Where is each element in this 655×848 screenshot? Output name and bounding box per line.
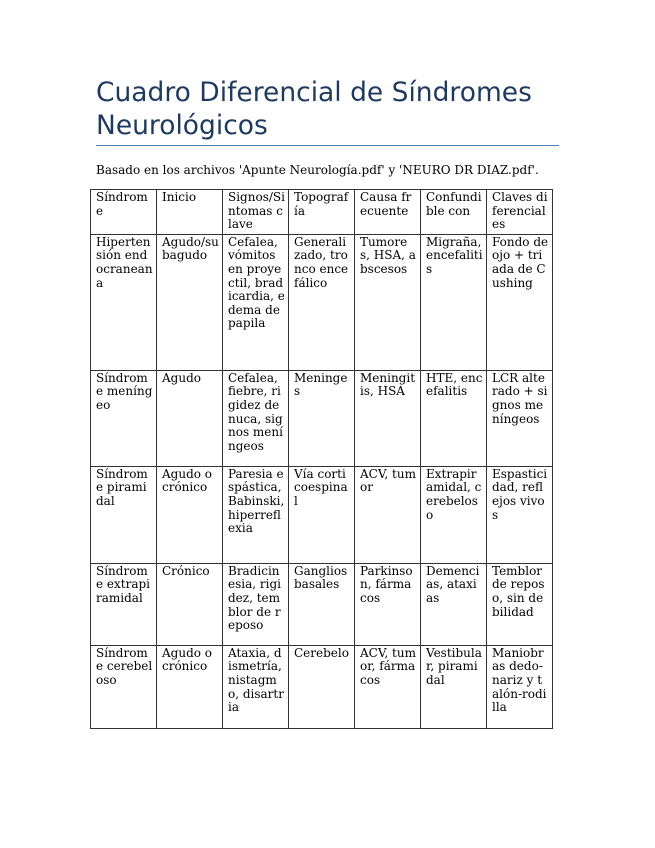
table-cell: Tumores, HSA, abscesos bbox=[355, 234, 421, 370]
table-cell: Vestibular, piramidal bbox=[421, 645, 487, 728]
table-cell: Síndrome extrapiramidal bbox=[91, 563, 157, 645]
header-cell-confundible: Confundible con bbox=[421, 190, 487, 235]
table-cell: Agudo/subagudo bbox=[157, 234, 223, 370]
table-cell: Agudo o crónico bbox=[157, 645, 223, 728]
table-cell: Cefalea, fiebre, rigidez de nuca, signos meníngeos bbox=[223, 370, 289, 466]
header-cell-signos: Signos/Sintomas clave bbox=[223, 190, 289, 235]
table-cell: Síndrome cerebeloso bbox=[91, 645, 157, 728]
table-cell: Cefalea, vómitos en proyectil, bradicardia, edema de papila bbox=[223, 234, 289, 370]
table-cell: Agudo o crónico bbox=[157, 466, 223, 563]
table-cell: Meninges bbox=[289, 370, 355, 466]
table-cell: Cerebelo bbox=[289, 645, 355, 728]
table-cell: Espasticidad, reflejos vivos bbox=[487, 466, 553, 563]
header-cell-inicio: Inicio bbox=[157, 190, 223, 235]
table-row bbox=[91, 466, 553, 563]
document-title: Cuadro Diferencial de Síndromes Neurológicos bbox=[96, 77, 532, 141]
table-cell: Paresia espástica, Babinski, hiperreflexia bbox=[223, 466, 289, 563]
table-cell: Maniobras dedo-nariz y talón-rodilla bbox=[487, 645, 553, 728]
header-cell-claves: Claves diferenciales bbox=[487, 190, 553, 235]
table-row bbox=[91, 645, 553, 728]
table-cell: Migraña, encefalitis bbox=[421, 234, 487, 370]
table-cell: ACV, tumor bbox=[355, 466, 421, 563]
table-cell: Fondo de ojo + triada de Cushing bbox=[487, 234, 553, 370]
table-cell: Temblor de reposo, sin debilidad bbox=[487, 563, 553, 645]
table-cell: LCR alterado + signos meníngeos bbox=[487, 370, 553, 466]
table-cell: Meningitis, HSA bbox=[355, 370, 421, 466]
table-cell: Crónico bbox=[157, 563, 223, 645]
table-cell: HTE, encefalitis bbox=[421, 370, 487, 466]
table-cell: Síndrome meníngeo bbox=[91, 370, 157, 466]
table-cell: Generalizado, tronco encefálico bbox=[289, 234, 355, 370]
table-cell: Síndrome piramidal bbox=[91, 466, 157, 563]
table-cell: Hipertensión endocraneana bbox=[91, 234, 157, 370]
table-cell: Agudo bbox=[157, 370, 223, 466]
header-cell-causa: Causa frecuente bbox=[355, 190, 421, 235]
table-row bbox=[91, 234, 553, 370]
table-cell: Demencias, ataxias bbox=[421, 563, 487, 645]
table-cell: Extrapiramidal, cerebeloso bbox=[421, 466, 487, 563]
table-cell: ACV, tumor, fármacos bbox=[355, 645, 421, 728]
differential-table bbox=[90, 189, 553, 729]
title-underline bbox=[96, 145, 559, 146]
table-row bbox=[91, 370, 553, 466]
table-row bbox=[91, 563, 553, 645]
table-cell: Ganglios basales bbox=[289, 563, 355, 645]
document-subtitle: Basado en los archivos 'Apunte Neurología.pdf' y 'NEURO DR DIAZ.pdf'. bbox=[96, 163, 539, 177]
table-cell: Ataxia, dismetría, nistagmo, disartria bbox=[223, 645, 289, 728]
table-cell: Bradicinesia, rigidez, temblor de reposo bbox=[223, 563, 289, 645]
header-cell-sindrome: Síndrome bbox=[91, 190, 157, 235]
table-cell: Parkinson, fármacos bbox=[355, 563, 421, 645]
table-cell: Vía corticoespinal bbox=[289, 466, 355, 563]
header-cell-topografia: Topografía bbox=[289, 190, 355, 235]
table-header-row bbox=[91, 190, 553, 235]
